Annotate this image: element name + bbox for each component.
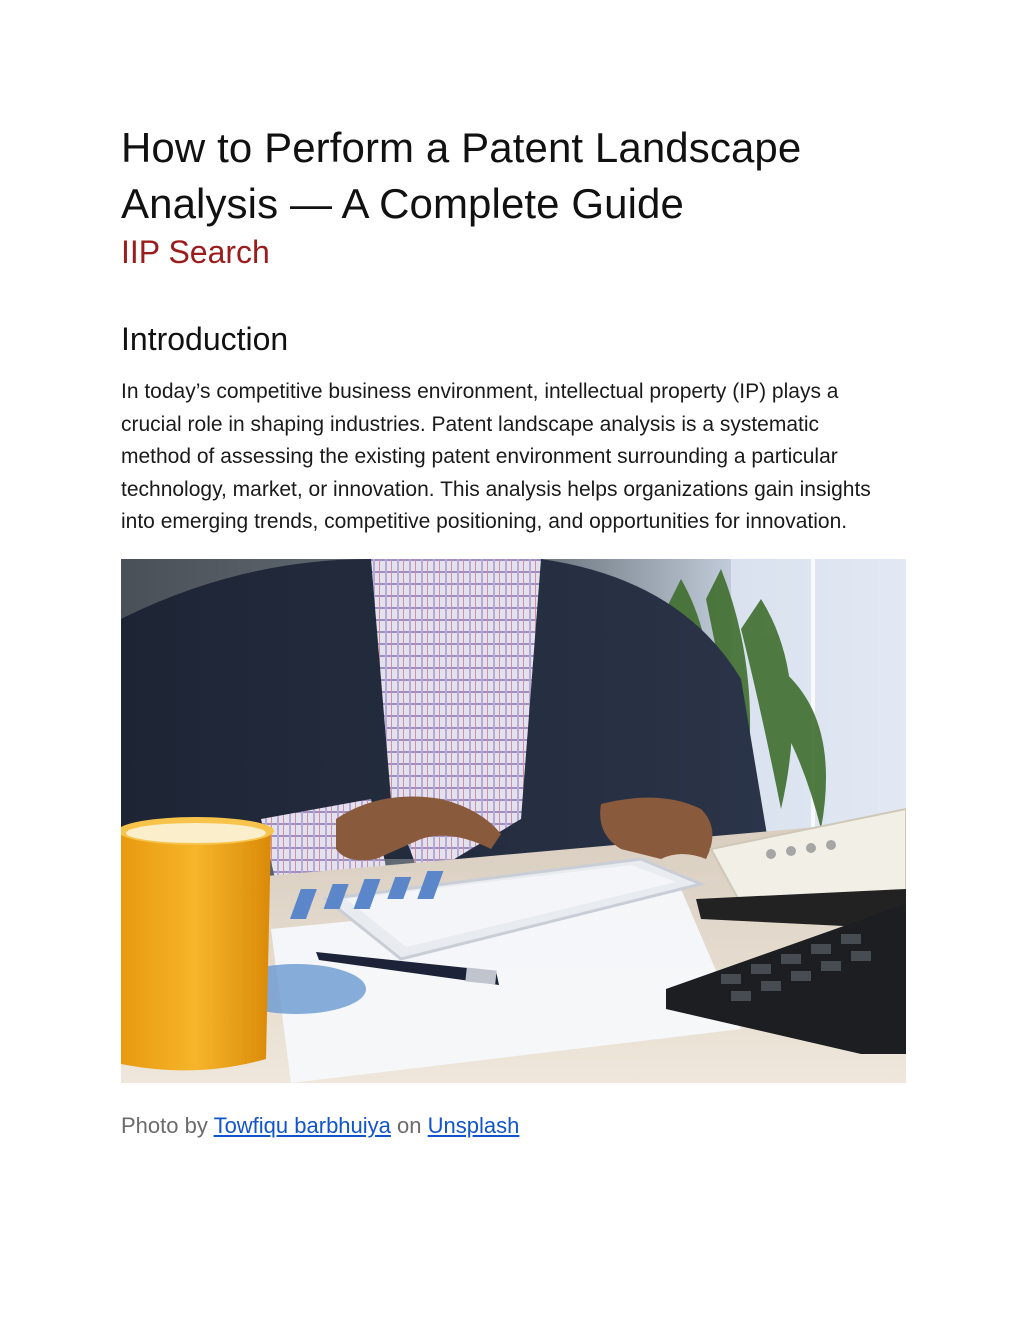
- caption-middle: on: [397, 1112, 422, 1138]
- caption-prefix: Photo by: [121, 1112, 208, 1138]
- article-title: [121, 120, 907, 232]
- document-page: [121, 120, 907, 1141]
- title-line-2: Analysis — A Complete Guide: [121, 180, 684, 227]
- introduction-paragraph: In today’s competitive business environment, intellectual property (IP) plays a crucial role in shaping industries. Patent landscape analysis is a systematic method of assessing the existing patent environment surrounding a particular technology, market, or innovation. This analysis helps organizations gain insights into emerging trends, competitive positioning, and opportunities for innovation.: [121, 380, 871, 534]
- author-name: IIP Search: [121, 234, 270, 270]
- article-photo: [121, 559, 906, 1083]
- unsplash-link[interactable]: Unsplash: [427, 1112, 520, 1138]
- photo-caption: [121, 1111, 907, 1141]
- photographer-link[interactable]: Towfiqu barbhuiya: [213, 1112, 391, 1138]
- title-line-1: How to Perform a Patent Landscape: [121, 124, 802, 171]
- introduction-heading: Introduction: [121, 321, 289, 357]
